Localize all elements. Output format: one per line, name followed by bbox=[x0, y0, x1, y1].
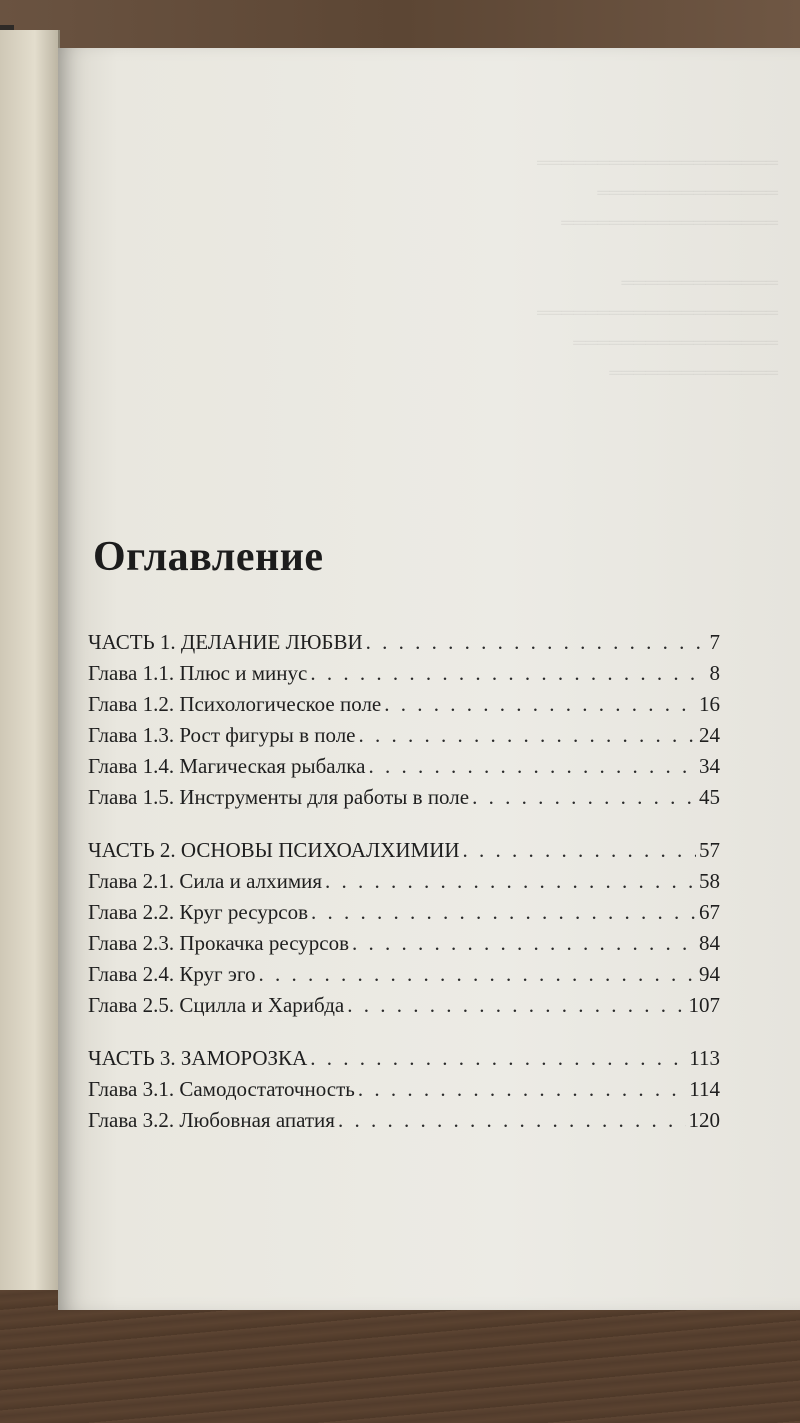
toc-chapter-entry bbox=[88, 754, 720, 785]
part-title: ЧАСТЬ 2. ОСНОВЫ ПСИХОАЛХИМИИ bbox=[88, 838, 460, 862]
chapter-title: Глава 1.1. Плюс и минус bbox=[88, 661, 308, 685]
toc-section-part-1 bbox=[88, 630, 720, 816]
chapter-title: Глава 1.4. Магическая рыбалка bbox=[88, 754, 366, 778]
chapter-title: Глава 1.5. Инструменты для работы в поле bbox=[88, 785, 470, 809]
chapter-title: Глава 3.2. Любовная апатия bbox=[88, 1108, 335, 1132]
dot-leader bbox=[358, 1077, 686, 1102]
page-number: 34 bbox=[699, 754, 720, 778]
page-number: 16 bbox=[699, 692, 720, 716]
toc-section-part-2 bbox=[88, 838, 720, 1024]
dot-leader bbox=[366, 630, 707, 655]
dot-leader bbox=[369, 754, 697, 779]
toc-chapter-entry bbox=[88, 900, 720, 931]
page-number: 114 bbox=[689, 1077, 720, 1101]
dot-leader bbox=[325, 869, 696, 894]
page-number: 113 bbox=[689, 1046, 720, 1070]
chapter-title: Глава 2.1. Сила и алхимия bbox=[88, 869, 323, 893]
show-through-text: ════════════════════ ═══════════════ ══════════════════ ═════════════ ════════════════════ ═════════════════ ══════════════ bbox=[537, 153, 778, 382]
page-number: 58 bbox=[699, 869, 720, 893]
chapter-title: Глава 1.3. Рост фигуры в поле bbox=[88, 723, 356, 747]
part-title: ЧАСТЬ 3. ЗАМОРОЗКА bbox=[88, 1046, 308, 1070]
dot-leader bbox=[310, 661, 706, 686]
chapter-title: Глава 2.3. Прокачка ресурсов bbox=[88, 931, 349, 955]
left-page-edge bbox=[0, 30, 60, 1290]
chapter-title: Глава 3.1. Самодостаточность bbox=[88, 1077, 355, 1101]
toc-part-entry bbox=[88, 1046, 720, 1077]
page-number: 67 bbox=[699, 900, 720, 924]
dot-leader bbox=[472, 785, 696, 810]
dot-leader bbox=[311, 900, 696, 925]
dot-leader bbox=[259, 962, 696, 987]
dot-leader bbox=[310, 1046, 686, 1071]
toc-chapter-entry bbox=[88, 785, 720, 816]
page-number: 8 bbox=[709, 661, 720, 685]
toc-chapter-entry bbox=[88, 962, 720, 993]
toc-chapter-entry bbox=[88, 869, 720, 900]
dot-leader bbox=[463, 838, 696, 863]
page-number: 107 bbox=[688, 993, 720, 1017]
dot-leader bbox=[359, 723, 697, 748]
page-number: 7 bbox=[709, 630, 720, 654]
dot-leader bbox=[347, 993, 685, 1018]
page-number: 24 bbox=[699, 723, 720, 747]
toc-chapter-entry bbox=[88, 661, 720, 692]
toc-chapter-entry bbox=[88, 993, 720, 1024]
table-of-contents bbox=[88, 630, 720, 1161]
page-number: 84 bbox=[699, 931, 720, 955]
part-title: ЧАСТЬ 1. ДЕЛАНИЕ ЛЮБВИ bbox=[88, 630, 363, 654]
toc-chapter-entry bbox=[88, 931, 720, 962]
chapter-title: Глава 2.4. Круг эго bbox=[88, 962, 256, 986]
toc-part-entry bbox=[88, 630, 720, 661]
dot-leader bbox=[338, 1108, 686, 1133]
dot-leader bbox=[384, 692, 696, 717]
toc-chapter-entry bbox=[88, 1108, 720, 1139]
page-title: Оглавление bbox=[93, 534, 324, 580]
chapter-title: Глава 1.2. Психологическое поле bbox=[88, 692, 382, 716]
page-number: 120 bbox=[688, 1108, 720, 1132]
page-number: 57 bbox=[699, 838, 720, 862]
toc-chapter-entry bbox=[88, 723, 720, 754]
chapter-title: Глава 2.2. Круг ресурсов bbox=[88, 900, 309, 924]
book-page bbox=[58, 48, 800, 1310]
toc-chapter-entry bbox=[88, 692, 720, 723]
toc-section-part-3 bbox=[88, 1046, 720, 1139]
page-number: 45 bbox=[699, 785, 720, 809]
dot-leader bbox=[352, 931, 696, 956]
page-number: 94 bbox=[699, 962, 720, 986]
chapter-title: Глава 2.5. Сцилла и Харибда bbox=[88, 993, 345, 1017]
toc-chapter-entry bbox=[88, 1077, 720, 1108]
toc-part-entry bbox=[88, 838, 720, 869]
